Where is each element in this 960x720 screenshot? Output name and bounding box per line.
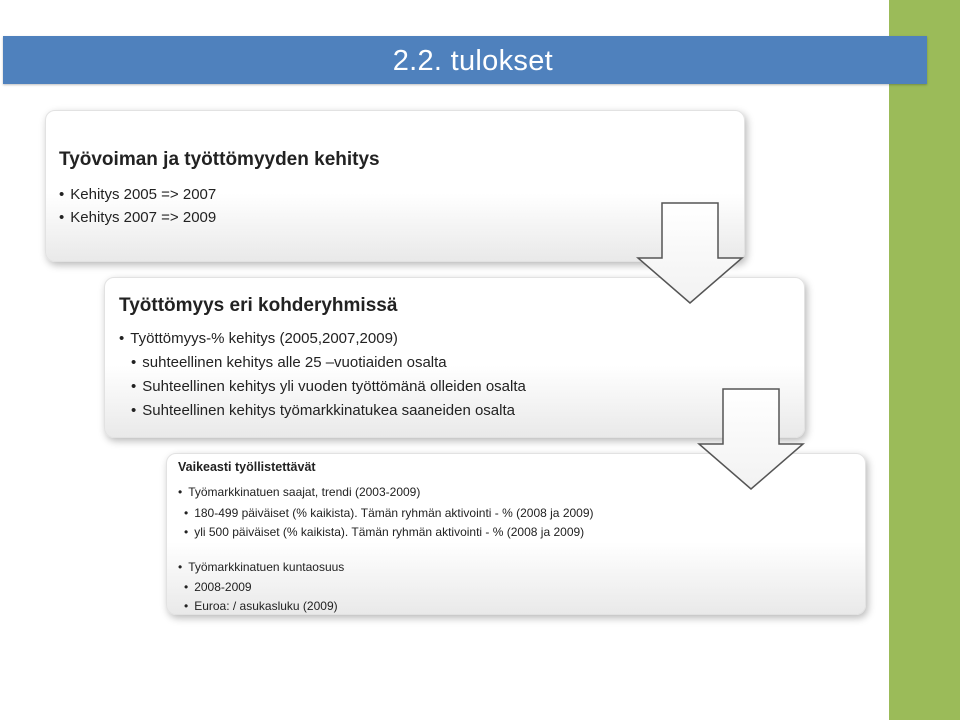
bullet: • [178, 560, 183, 574]
list-item-text: Työttömyys-% kehitys (2005,2007,2009) [130, 330, 398, 347]
bullet: • [184, 580, 189, 594]
list-item [131, 378, 526, 395]
list-item [184, 599, 338, 613]
bullet: • [184, 599, 189, 613]
bullet: • [59, 209, 65, 226]
list-item [184, 580, 252, 594]
list-item [131, 354, 447, 371]
list-item [184, 525, 584, 539]
list-item [184, 506, 594, 520]
box1-heading: Työvoiman ja työttömyyden kehitys [59, 149, 380, 170]
list-item [131, 402, 515, 419]
list-item-text: yli 500 päiväiset (% kaikista). Tämän ryhmän aktivointi - % (2008 ja 2009) [194, 525, 585, 539]
list-item [59, 209, 216, 226]
bullet: • [131, 402, 137, 419]
box2-heading: Työttömyys eri kohderyhmissä [119, 295, 398, 316]
bullet: • [184, 525, 189, 539]
list-item [178, 560, 344, 574]
bullet: • [178, 485, 183, 499]
list-item-text: Työmarkkinatuen saajat, trendi (2003-2009) [188, 485, 421, 499]
list-item-text: 2008-2009 [194, 580, 252, 594]
bullet: • [184, 506, 189, 520]
down-arrow-icon [695, 386, 807, 492]
list-item-text: suhteellinen kehitys alle 25 –vuotiaiden osalta [142, 354, 447, 371]
bullet: • [119, 330, 125, 347]
list-item-text: Kehitys 2005 => 2007 [70, 186, 217, 203]
list-item [119, 330, 398, 347]
bullet: • [59, 186, 65, 203]
list-item-text: Kehitys 2007 => 2009 [70, 209, 217, 226]
list-item-text: Suhteellinen kehitys yli vuoden työttömänä olleiden osalta [142, 378, 526, 395]
down-arrow-icon [634, 200, 746, 306]
title-bar [3, 36, 927, 84]
list-item-text: Euroa: / asukasluku (2009) [194, 599, 338, 613]
list-item [59, 186, 216, 203]
side-accent-bar [889, 0, 960, 720]
bullet: • [131, 378, 137, 395]
bullet: • [131, 354, 137, 371]
box3-heading: Vaikeasti työllistettävät [178, 460, 316, 474]
list-item [178, 485, 420, 499]
list-item-text: 180-499 päiväiset (% kaikista). Tämän ryhmän aktivointi - % (2008 ja 2009) [194, 506, 594, 520]
list-item-text: Suhteellinen kehitys työmarkkinatukea saaneiden osalta [142, 402, 515, 419]
slide-title: 2.2. tulokset [392, 45, 553, 77]
list-item-text: Työmarkkinatuen kuntaosuus [188, 560, 345, 574]
